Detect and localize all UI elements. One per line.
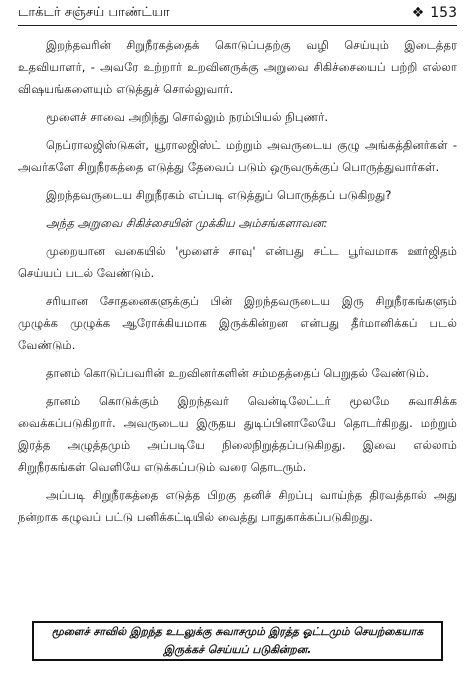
- paragraph-consent: தானம் கொடுப்பவரின் உறவினர்களின் சம்மதத்தைப் பெறுதல் வேண்டும்.: [46, 366, 430, 380]
- paragraph-preservation: அப்படி சிறுநீரகத்தை எடுத்த பிறகு தனிச் சிறப்பு வாய்ந்த திரவத்தால் அது நன்றாக கழுவப் பட்டு பனிக்கட்டியில் வைத்து பாதுகாக்கப்படுகிறது.: [18, 488, 457, 524]
- page-body: [18, 34, 457, 534]
- paragraph-key-points-heading: அந்த அறுவை சிகிச்சையின் முக்கிய அம்சங்களாவன:: [46, 216, 328, 230]
- paragraph-question: இறந்தவருடைய சிறுநீரகம் எப்படி எடுத்துப் பொருத்தப் படுகிறது?: [46, 188, 392, 202]
- paragraph-ventilator: தானம் கொடுக்கும் இறந்தவர் வென்டிலேட்டர் மூலமே சுவாசிக்க வைக்கப்படுகிறார். அவருடைய இருதய துடிப்பினாலேயே தொடர்கிறது. மற்றும் இரத்த அழுத்தமும் அப்படியே நிலைநிறுத்தப்படுகிறது. இவை எல்லாம் சிறுநீரகங்கள் வெளியே எடுக்கப்படும் வரை தொடரும்.: [18, 394, 457, 474]
- paragraph-nephrologists: நெப்ராலஜிஸ்டுகள், யூராலஜிஸ்ட் மற்றும் அவருடைய குழு அங்கத்தினர்கள் - அவர்களே சிறுநீரகத்தை எடுத்து தேவைப் படும் ஒருவருக்குப் பொருத்துவார்கள்.: [18, 138, 457, 174]
- paragraph-tests: சரியான சோதனைகளுக்குப் பின் இறந்தவருடைய இரு சிறுநீரகங்களும் முழுக்க முழுக்க ஆரோக்கியமாக இருக்கின்றன என்பது தீர்மானிக்கப் படல் வேண்டும்.: [18, 294, 457, 352]
- header-rule: [18, 25, 457, 26]
- page-header: [18, 2, 457, 24]
- running-title: டாக்டர் சஞ்சய் பாண்ட்யா: [18, 5, 170, 20]
- paragraph-neurologist: மூளைச் சாவை அறிந்து சொல்லும் நரம்பியல் நிபுணர்.: [46, 110, 329, 124]
- page-number-group: [412, 5, 457, 21]
- boxed-note: [32, 621, 443, 661]
- boxed-note-text: மூளைச் சாவில் இறந்த உடலுக்கு சுவாசமும் இரத்த ஓட்டமும் செயற்கையாக இருக்கச் செய்யப் படுகின்றன.: [51, 625, 424, 656]
- diamond-icon: ❖: [411, 5, 425, 21]
- paragraph-brain-death: முறையான வகையில் 'மூளைச் சாவு' என்பது சட்ட பூர்வமாக ஊர்ஜிதம் செய்யப் படல் வேண்டும்.: [18, 244, 457, 280]
- paragraph-donor-coordinator: இறந்தவரின் சிறுநீரகத்தைக் கொடுப்பதற்கு வழி செய்யும் இடைத்தர உதவியாளர், - அவரே உற்றார் உறவினருக்கு அறுவை சிகிச்சையைப் பற்றி எல்லா விஷயங்களையும் எடுத்துச் சொல்லுவார்.: [18, 38, 457, 96]
- page-number: 153: [430, 5, 457, 21]
